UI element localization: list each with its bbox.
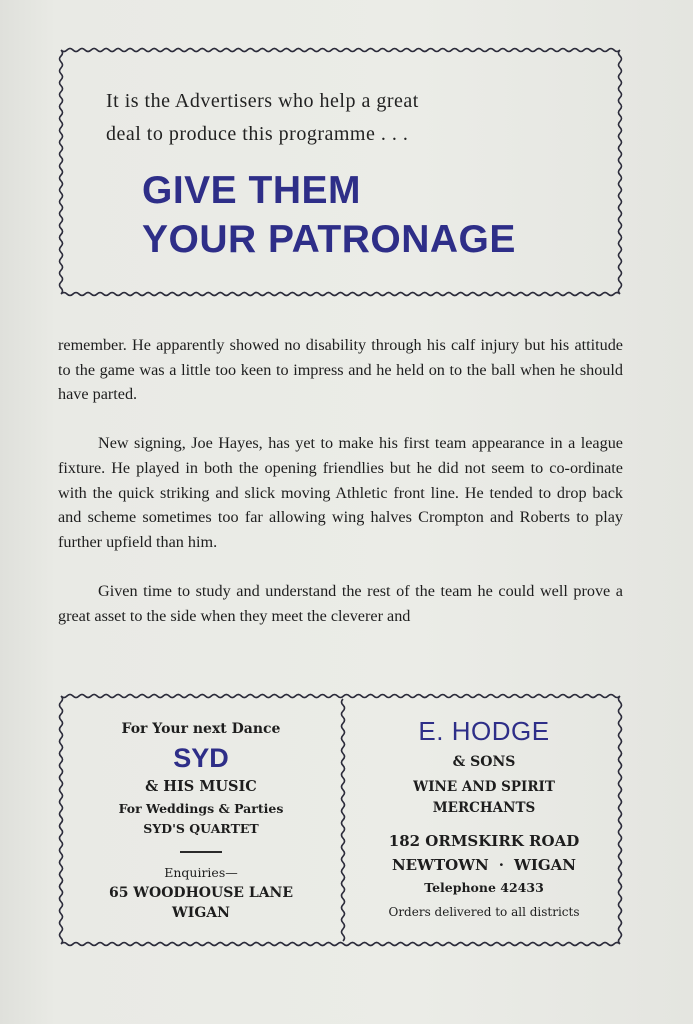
- syd-enquiries: Enquiries—: [164, 865, 238, 880]
- hodge-trade-1: WINE AND SPIRIT: [413, 779, 555, 795]
- hodge-sons: & SONS: [452, 754, 516, 770]
- syd-advert: [66, 717, 336, 923]
- hodge-telephone: Telephone 42433: [424, 880, 544, 895]
- article-paragraph-1: remember. He apparently showed no disability through his calf injury but his attitude to the game was a little too keen to impress and he held on to the ball when he should have parted.: [58, 336, 623, 404]
- intro-line-2: deal to produce this programme . . .: [106, 123, 409, 145]
- hodge-area: NEWTOWN: [391, 856, 489, 874]
- advertisements-box: [58, 693, 623, 947]
- syd-town: WIGAN: [172, 905, 230, 921]
- patronage-headline: [142, 166, 612, 264]
- hodge-delivery: Orders delivered to all districts: [388, 905, 580, 919]
- hodge-town: WIGAN: [513, 856, 577, 874]
- syd-quartet: SYD'S QUARTET: [143, 821, 259, 836]
- patronage-box: [58, 47, 623, 297]
- article-paragraph-2: New signing, Joe Hayes, has yet to make his first team appearance in a league fixture. He played in both the opening friendlies but he did not seem to co-ordinate with the quick striking and slick moving Athletic front line. He tended to drop back and scheme sometimes too far allowing wing halves Crompton and Roberts to play further upfield than him.: [58, 434, 623, 551]
- syd-music: & HIS MUSIC: [145, 778, 257, 795]
- headline-line-1: GIVE THEM: [142, 169, 362, 212]
- headline-line-2: YOUR PATRONAGE: [142, 218, 516, 261]
- hodge-advert: [348, 711, 620, 923]
- article-paragraph-3: Given time to study and understand the rest of the team he could well prove a great asset to the side when they meet the cleverer and: [58, 581, 623, 625]
- syd-occasions: For Weddings & Parties: [118, 801, 284, 816]
- article-body: [58, 333, 623, 628]
- intro-line-1: It is the Advertisers who help a great: [106, 90, 419, 112]
- hodge-locality: [348, 853, 620, 877]
- syd-name: SYD: [173, 743, 229, 773]
- syd-address: 65 WOODHOUSE LANE: [108, 885, 294, 901]
- patronage-intro: [106, 85, 586, 151]
- separator-dot: ·: [498, 856, 504, 874]
- syd-tagline: For Your next Dance: [121, 721, 281, 737]
- hodge-trade-2: MERCHANTS: [432, 800, 536, 816]
- divider: [180, 851, 222, 853]
- hodge-street: 182 ORMSKIRK ROAD: [388, 832, 580, 850]
- hodge-name: E. HODGE: [418, 716, 550, 746]
